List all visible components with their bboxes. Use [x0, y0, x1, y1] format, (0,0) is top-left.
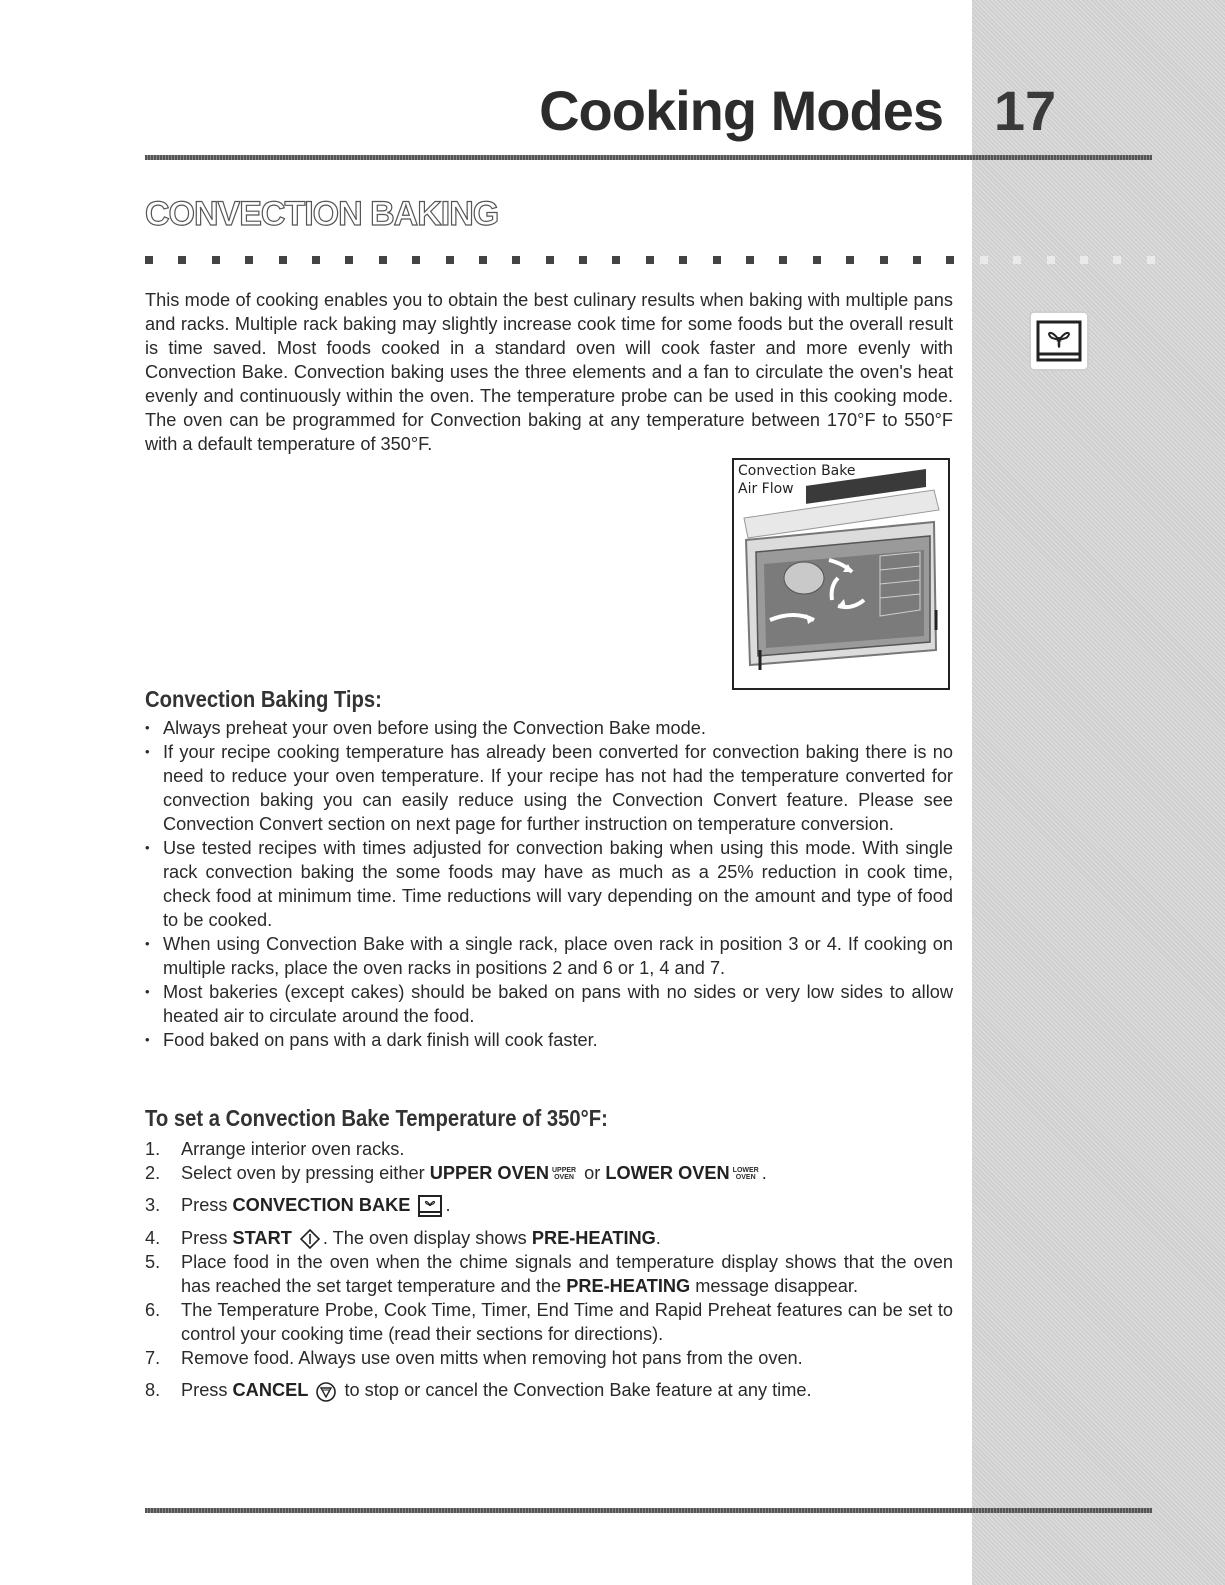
convection-bake-key-icon [417, 1194, 443, 1218]
convection-bake-key: CONVECTION BAKE [232, 1195, 411, 1215]
step-text: Arrange interior oven racks. [181, 1139, 405, 1159]
step-item [145, 1346, 953, 1370]
tips-heading: Convection Baking Tips: [145, 686, 382, 712]
tip-item: • Most bakeries (except cakes) should be baked on pans with no sides or very low sides to allow heated air to circulate around the food. [145, 980, 953, 1028]
tip-item: • Use tested recipes with times adjusted for convection baking when using this mode. With single rack convection baking the some foods may have as much as a 25% reduction in cook time, check food at minimum time. Time reductions will vary depending on the amount and type of food to be cooked. [145, 836, 953, 932]
lower-oven-key-icon [733, 1167, 759, 1181]
step-item [145, 1161, 953, 1185]
step-text: . [445, 1195, 451, 1215]
header-rule [145, 155, 1152, 160]
tip-item: • Always preheat your oven before using the Convection Bake mode. [145, 716, 953, 740]
start-key: START [232, 1228, 292, 1249]
cancel-key: CANCEL [232, 1380, 309, 1401]
step-text: Remove food. Always use oven mitts when removing hot pans from the oven. [181, 1348, 803, 1369]
step-item [145, 1378, 953, 1402]
step-number: 6. [145, 1300, 161, 1321]
step-text: Place food in the oven when the chime signals and temperature display shows that the oven has reached the set target temperature and the [181, 1252, 953, 1297]
footer-rule [145, 1508, 1152, 1513]
steps-list [145, 1137, 953, 1403]
figure-caption-line1: Convection Bake [738, 463, 856, 479]
convection-airflow-figure [732, 458, 950, 690]
upper-oven-key: UPPER OVEN [429, 1163, 549, 1183]
convection-bake-icon [1028, 310, 1090, 372]
page-number: 17 [993, 79, 1057, 142]
step-number: 8. [145, 1380, 161, 1401]
step-item [145, 1298, 953, 1346]
side-tab-strip [972, 0, 1225, 1585]
step-item [145, 1226, 953, 1250]
step-number: 3. [145, 1195, 161, 1215]
step-text: message disappear. [690, 1276, 859, 1297]
step-text: . [655, 1228, 661, 1249]
pre-heating-label: PRE-HEATING [566, 1276, 691, 1297]
pre-heating-label: PRE-HEATING [531, 1228, 656, 1249]
step-number: 2. [145, 1163, 161, 1183]
step-number: 5. [145, 1252, 161, 1273]
page-title: Cooking Modes [539, 79, 943, 142]
step-text: Press [181, 1380, 233, 1401]
tip-item: • If your recipe cooking temperature has already been converted for convection baking there is no need to reduce your oven temperature. If your recipe has not had the temperature converted for convection baking you can easily reduce using the Convection Convert feature. Please see Convection Convert section on next page for further instruction on temperature conversion. [145, 740, 953, 836]
lower-oven-key-icon-top: LOWER [732, 1167, 759, 1175]
cancel-icon [315, 1381, 337, 1403]
tips-list [145, 716, 953, 1052]
step-text: The Temperature Probe, Cook Time, Timer, End Time and Rapid Preheat features can be set to control your cooking time (read their sections for directions). [181, 1300, 953, 1345]
upper-oven-key-icon [552, 1167, 576, 1181]
step-item [145, 1250, 953, 1298]
step-item [145, 1137, 953, 1161]
intro-paragraph: This mode of cooking enables you to obtain the best culinary results when baking with multiple pans and racks. Multiple rack baking may slightly increase cook time for some foods but the overall result is time saved. Most foods cooked in a standard oven will cook faster and more evenly with Convection Bake. Convection baking uses the three elements and a fan to circulate the oven's heat evenly and continuously within the oven. The temperature probe can be used in this cooking mode. The oven can be programmed for Convection baking at any temperature between 170°F to 550°F with a default temperature of 350°F. [145, 290, 953, 454]
section-title: CONVECTION BAKING [145, 195, 499, 233]
figure-caption-line2: Air Flow [738, 481, 794, 497]
step-number: 7. [145, 1348, 161, 1369]
lower-oven-key-icon-bottom: OVEN [735, 1174, 756, 1182]
step-text: Press [181, 1228, 233, 1249]
step-text: Select oven by pressing either [181, 1163, 430, 1183]
lower-oven-key: LOWER OVEN [605, 1163, 730, 1183]
step-number: 4. [145, 1228, 161, 1249]
figure-caption [738, 462, 855, 498]
step-text: . [761, 1163, 767, 1183]
upper-oven-key-icon-bottom: OVEN [554, 1174, 574, 1182]
step-text: to stop or cancel the Convection Bake feature at any time. [339, 1380, 812, 1401]
upper-oven-key-icon-top: UPPER [551, 1167, 577, 1175]
step-text: . The oven display shows [322, 1228, 532, 1249]
start-icon [299, 1228, 321, 1250]
tip-item: • Food baked on pans with a dark finish will cook faster. [145, 1028, 953, 1052]
step-text: or [579, 1163, 606, 1183]
step-text: Press [181, 1195, 233, 1215]
section-dot-divider [145, 255, 1155, 265]
tip-item: • When using Convection Bake with a single rack, place oven rack in position 3 or 4. If cooking on multiple racks, place the oven racks in positions 2 and 6 or 1, 4 and 7. [145, 932, 953, 980]
step-number: 1. [145, 1139, 161, 1159]
steps-heading: To set a Convection Bake Temperature of 350°F: [145, 1105, 608, 1131]
step-item [145, 1193, 953, 1218]
